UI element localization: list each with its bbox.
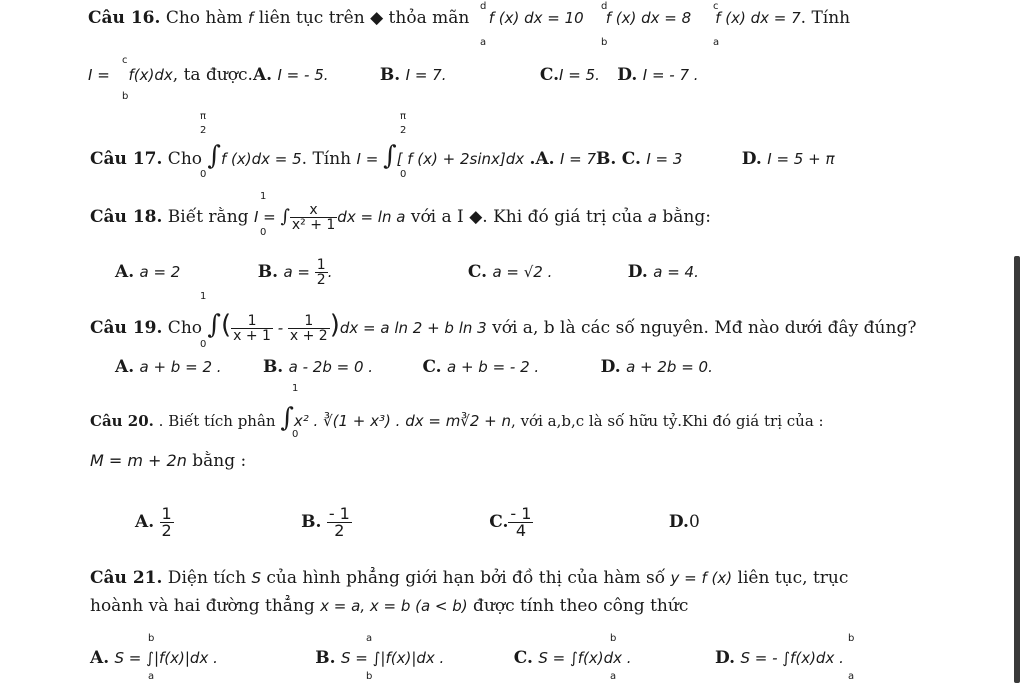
q19-line	[90, 312, 916, 343]
question-text: Diện tích	[162, 568, 252, 588]
option-label: .A.	[529, 149, 555, 169]
numerator: - 1	[510, 504, 532, 523]
math: dx = a ln 2 + b ln 3	[339, 319, 487, 337]
option-c: a + b = - 2 .	[447, 358, 540, 376]
denominator: x + 2	[289, 328, 328, 344]
math: M = m + 2n	[90, 451, 187, 470]
limit: 1	[200, 291, 207, 302]
question-text: . Tính	[301, 149, 357, 169]
q16-line2	[88, 67, 699, 84]
math: f(x)dx	[128, 66, 173, 84]
missing-glyph-icon: ◆	[469, 207, 483, 227]
option-b: I = 7.	[405, 66, 447, 84]
option-label: A.	[115, 357, 135, 377]
q21-options	[90, 650, 844, 667]
fraction	[315, 258, 328, 287]
option-d: I = 5 + π	[767, 150, 835, 168]
option-a: a = 2	[139, 263, 181, 281]
numerator: 1	[288, 314, 330, 329]
q21-line2	[90, 598, 688, 615]
question-number: Câu 16.	[88, 8, 161, 28]
math: I =	[356, 150, 384, 168]
limit: d	[480, 1, 487, 12]
integral-icon: ∫	[207, 141, 221, 171]
question-text: Cho	[162, 149, 208, 169]
numerator: 1	[316, 257, 326, 273]
option-label: B.	[315, 648, 336, 668]
limit: c	[122, 55, 128, 66]
option-label: C.	[539, 65, 560, 85]
option-b	[327, 506, 352, 539]
limit: c	[713, 1, 719, 12]
math: [ f (x) + 2sinx]dx	[396, 150, 525, 168]
limit: 0	[200, 169, 207, 180]
math: f (x)dx = 5	[220, 150, 302, 168]
math: -	[272, 319, 288, 337]
q18-options	[115, 258, 699, 287]
option-label: D.	[668, 512, 689, 532]
limit: b	[148, 633, 155, 644]
question-text: thỏa mãn	[383, 8, 475, 28]
math: I =	[253, 208, 281, 226]
option-c: I = 3	[646, 150, 683, 168]
limit: 1	[260, 191, 267, 202]
q20-options	[135, 506, 700, 539]
math: a =	[283, 263, 315, 281]
limit: b	[848, 633, 855, 644]
integral-icon: ∫	[207, 310, 221, 340]
q20-line	[90, 405, 824, 431]
question-text: với a I	[405, 207, 470, 227]
limit: a	[366, 633, 373, 644]
q16-line1	[88, 10, 850, 27]
question-text: liên tục trên	[253, 8, 371, 28]
limit: 0	[292, 429, 299, 440]
option-label: C.	[513, 648, 533, 668]
option-d: a + 2b = 0.	[626, 358, 713, 376]
limit: a	[848, 671, 855, 682]
fraction	[288, 314, 330, 343]
math: f	[248, 9, 254, 27]
math: x = a, x = b (a < b)	[320, 597, 468, 615]
question-text: được tính theo công thức	[467, 596, 689, 616]
option-label: B.	[596, 149, 617, 169]
math: f (x) dx = 7	[715, 9, 801, 27]
option-label: D.	[714, 648, 736, 668]
question-number: Câu 20.	[90, 412, 154, 430]
option-label: A.	[115, 262, 135, 282]
question-text: bằng:	[656, 207, 711, 227]
math: I =	[88, 66, 115, 84]
scrollbar[interactable]	[1014, 256, 1020, 683]
option-d: 0	[688, 512, 700, 532]
option-label: C.	[422, 357, 442, 377]
numerator: x	[290, 203, 337, 218]
question-text: của hình phẳng giới hạn bởi đồ thị của hàm số	[260, 568, 671, 588]
limit: a	[713, 37, 720, 48]
math: S	[251, 569, 261, 587]
denominator: 4	[515, 521, 527, 540]
option-b: S = ∫|f(x)|dx .	[340, 649, 445, 667]
question-text: Biết rằng	[162, 207, 254, 227]
limit: π	[400, 111, 407, 122]
denominator: x + 1	[233, 328, 271, 344]
limit: b	[610, 633, 617, 644]
question-number: Câu 19.	[90, 318, 163, 338]
question-number: Câu 21.	[90, 568, 163, 588]
option-label: D.	[617, 65, 638, 85]
question-text: , với a,b,c là số hữu tỷ.Khi đó giá trị của :	[511, 412, 824, 430]
option-d: S = - ∫f(x)dx .	[740, 649, 844, 667]
option-a: a + b = 2 .	[139, 358, 222, 376]
option-a: I = 7	[559, 150, 597, 168]
math: f (x) dx = 10	[488, 9, 584, 27]
bracket-icon: (	[220, 310, 232, 340]
option-label: C.	[489, 512, 509, 532]
option-c: I = 5.	[559, 66, 600, 84]
integral-icon: ∫	[280, 403, 294, 433]
question-text: hoành và hai đường thẳng	[90, 596, 321, 616]
math: f (x) dx = 8	[605, 9, 692, 27]
option-a: I = - 5.	[277, 66, 329, 84]
option-label: A.	[90, 648, 110, 668]
option-d: I = - 7 .	[642, 66, 699, 84]
math: a	[647, 208, 657, 226]
integral-icon: ∫	[383, 141, 397, 171]
math: y = f (x)	[670, 569, 733, 587]
option-label: D.	[741, 149, 762, 169]
question-text: . Biết tích phân	[153, 412, 281, 430]
q21-line1	[90, 570, 848, 587]
question-text: Cho hàm	[165, 8, 249, 28]
question-text: bằng :	[186, 451, 247, 471]
option-b: a - 2b = 0 .	[288, 358, 374, 376]
question-text: Cho	[162, 318, 208, 338]
q18-line	[90, 203, 711, 232]
question-text: . Khi đó giá trị của	[482, 207, 648, 227]
limit: 0	[200, 339, 207, 350]
option-label: A.	[252, 65, 273, 85]
limit: b	[601, 37, 608, 48]
question-text: liên tục, trục	[732, 568, 849, 588]
question-text: với a, b là các số nguyên. Mđ nào dưới đây đúng?	[486, 318, 917, 338]
option-label: C.	[621, 149, 641, 169]
fraction	[231, 314, 273, 343]
option-a	[160, 506, 174, 539]
math: x² . ∛(1 + x³) . dx = m∛2 + n	[293, 412, 512, 430]
option-label: B.	[257, 262, 279, 282]
denominator: x² + 1	[291, 217, 336, 233]
limit: a	[148, 671, 155, 682]
limit: 2	[400, 125, 407, 136]
limit: 0	[400, 169, 407, 180]
denominator: 2	[316, 272, 326, 288]
option-d: a = 4.	[653, 263, 699, 281]
question-number: Câu 17.	[90, 149, 163, 169]
question-text: , ta được.	[172, 65, 253, 85]
limit: π	[200, 111, 207, 122]
denominator: 2	[161, 521, 172, 540]
numerator: 1	[161, 504, 172, 523]
option-c: a = √2 .	[492, 263, 553, 281]
option-label: B.	[301, 512, 322, 532]
math: .	[327, 263, 333, 281]
limit: a	[480, 37, 487, 48]
q19-options	[115, 359, 713, 376]
missing-glyph-icon: ◆	[370, 8, 384, 28]
option-c	[508, 506, 533, 539]
option-c: S = ∫f(x)dx .	[538, 649, 632, 667]
integral-icon: ∫	[280, 206, 290, 227]
limit: b	[366, 671, 373, 682]
option-label: A.	[135, 512, 155, 532]
question-number: Câu 18.	[90, 207, 163, 227]
limit: b	[122, 91, 129, 102]
math: dx = ln a	[337, 208, 406, 226]
numerator: - 1	[328, 504, 350, 523]
fraction	[290, 203, 337, 232]
q20-line2	[90, 453, 246, 470]
limit: 2	[200, 125, 207, 136]
denominator: 2	[334, 521, 345, 540]
limit: a	[610, 671, 617, 682]
option-a: S = ∫|f(x)|dx .	[114, 649, 218, 667]
option-label: D.	[600, 357, 621, 377]
bracket-icon: )	[329, 310, 340, 340]
option-label: B.	[379, 65, 401, 85]
option-label: D.	[627, 262, 648, 282]
limit: d	[601, 1, 608, 12]
question-text: . Tính	[800, 8, 851, 28]
numerator: 1	[231, 314, 273, 329]
limit: 1	[292, 383, 299, 394]
limit: 0	[260, 227, 267, 238]
option-label: B.	[262, 357, 284, 377]
q17-line	[90, 143, 834, 169]
option-label: C.	[467, 262, 488, 282]
